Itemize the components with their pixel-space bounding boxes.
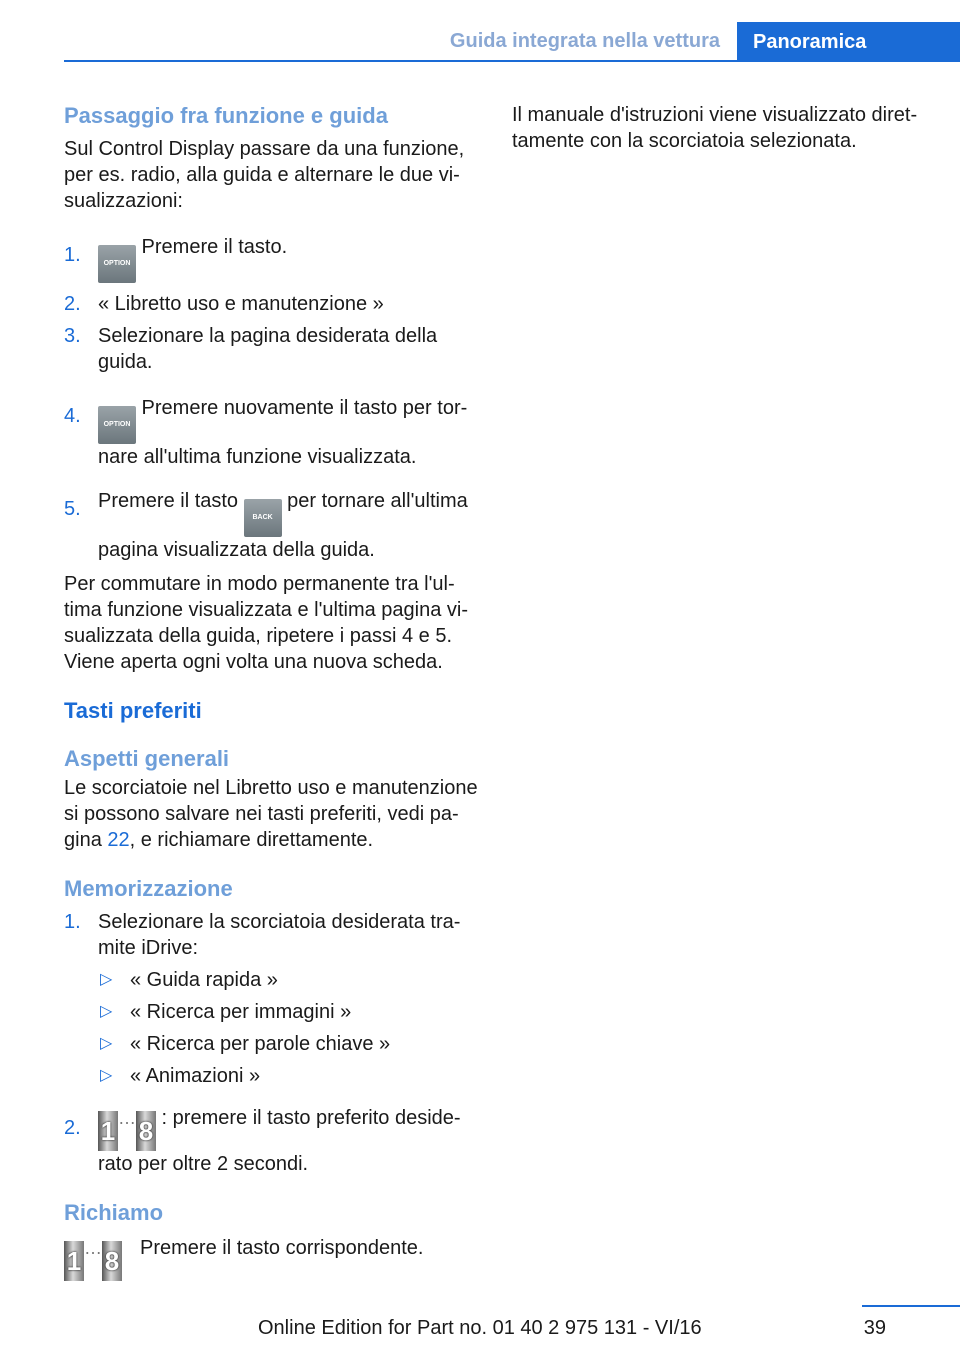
page-link[interactable]: 22 <box>107 829 130 851</box>
switch-steps <box>64 234 480 563</box>
general-text-a: Le scorciatoie nel Libretto uso e manutenzione si possono salvare nei tasti preferiti, vedi pa‐ gina <box>64 777 478 851</box>
favorite-key-1-icon: 1 <box>64 1241 84 1281</box>
triangle-bullet-icon: ▷ <box>100 1035 113 1052</box>
step-text: Selezionare la scorciatoia desiderata tra‐ mite iDrive: <box>98 911 461 959</box>
header-chapter-tab: Panoramica <box>737 22 960 62</box>
bullet-text: « Ricerca per parole chiave » <box>130 1033 391 1055</box>
back-button-icon: BACK <box>244 499 282 537</box>
left-column <box>64 102 480 1281</box>
step-number: 2. <box>64 1117 81 1139</box>
step-number: 5. <box>64 498 81 520</box>
list-item <box>64 1105 480 1177</box>
section-title-switch: Passaggio fra funzione e guida <box>64 103 388 128</box>
general-text <box>64 775 480 853</box>
switch-outro: Per commutare in modo permanente tra l'ul‐ tima funzione visualizzata e l'ultima pagina vi‐ sualizzata della guida, ripetere i passi 4 e 5. Viene aperta ogni volta una nuova scheda. <box>64 573 469 673</box>
list-item <box>64 323 480 375</box>
recall-row <box>64 1235 480 1281</box>
right-column <box>512 102 932 154</box>
step-number: 2. <box>64 293 81 315</box>
triangle-bullet-icon: ▷ <box>100 1003 113 1020</box>
store-steps <box>64 909 480 1177</box>
section-title-recall: Richiamo <box>64 1200 164 1225</box>
favorite-key-8-icon: 8 <box>102 1241 122 1281</box>
section-title-store: Memorizzazione <box>64 876 233 901</box>
section-title-general: Aspetti generali <box>64 746 230 771</box>
step-text: per tornare all'ultima pagina visualizzata della guida. <box>98 490 468 561</box>
bullet-text: « Ricerca per immagini » <box>130 1001 352 1023</box>
favorite-key-1-icon: 1 <box>98 1111 118 1151</box>
favorite-key-8-icon: 8 <box>136 1111 156 1151</box>
header-section-title: Guida integrata nella vettura <box>449 30 720 52</box>
step-text: « Libretto uso e manutenzione » <box>98 293 384 315</box>
step-text: Premere nuovamente il tasto per tor‐ nare all'ultima funzione visualizzata. <box>98 397 468 468</box>
step-text: Premere il tasto. <box>136 236 288 258</box>
triangle-bullet-icon: ▷ <box>100 1067 113 1084</box>
step-text: : premere il tasto preferito deside‐ rato per oltre 2 secondi. <box>98 1107 461 1175</box>
list-item <box>98 967 480 993</box>
option-button-icon: OPTION <box>98 406 136 444</box>
list-item <box>98 1063 480 1089</box>
list-item <box>64 488 480 563</box>
ellipsis: … <box>118 1108 136 1128</box>
footer-rule <box>862 1305 960 1307</box>
bullet-text: « Animazioni » <box>130 1065 261 1087</box>
edition-text: Online Edition for Part no. 01 40 2 975 131 - VI/16 <box>258 1317 702 1339</box>
store-bullets <box>98 967 480 1089</box>
triangle-bullet-icon: ▷ <box>100 971 113 988</box>
list-item <box>98 1031 480 1057</box>
step-text: Premere il tasto <box>98 490 244 512</box>
general-text-b: , e richiamare direttamente. <box>129 829 374 851</box>
step-number: 1. <box>64 244 81 266</box>
list-item <box>64 395 480 470</box>
section-title-favorites: Tasti preferiti <box>64 698 202 723</box>
list-item <box>64 909 480 1089</box>
step-number: 4. <box>64 405 81 427</box>
list-item <box>64 234 480 283</box>
page-number: 39 <box>863 1317 886 1339</box>
step-number: 1. <box>64 911 81 933</box>
ellipsis: … <box>84 1238 102 1258</box>
favorite-keys-icon <box>64 1235 122 1281</box>
switch-intro: Sul Control Display passare da una funzione, per es. radio, alla guida e alternare le due vi‐ sualizzazioni: <box>64 138 465 212</box>
right-text: Il manuale d'istruzioni viene visualizzato diret‐ tamente con la scorciatoia selezionata. <box>512 104 918 152</box>
step-text: Selezionare la pagina desiderata della guida. <box>98 325 438 373</box>
list-item <box>98 999 480 1025</box>
option-button-icon: OPTION <box>98 245 136 283</box>
list-item <box>64 291 480 317</box>
step-number: 3. <box>64 325 81 347</box>
bullet-text: « Guida rapida » <box>130 969 278 991</box>
recall-text: Premere il tasto corrispondente. <box>140 1237 424 1259</box>
